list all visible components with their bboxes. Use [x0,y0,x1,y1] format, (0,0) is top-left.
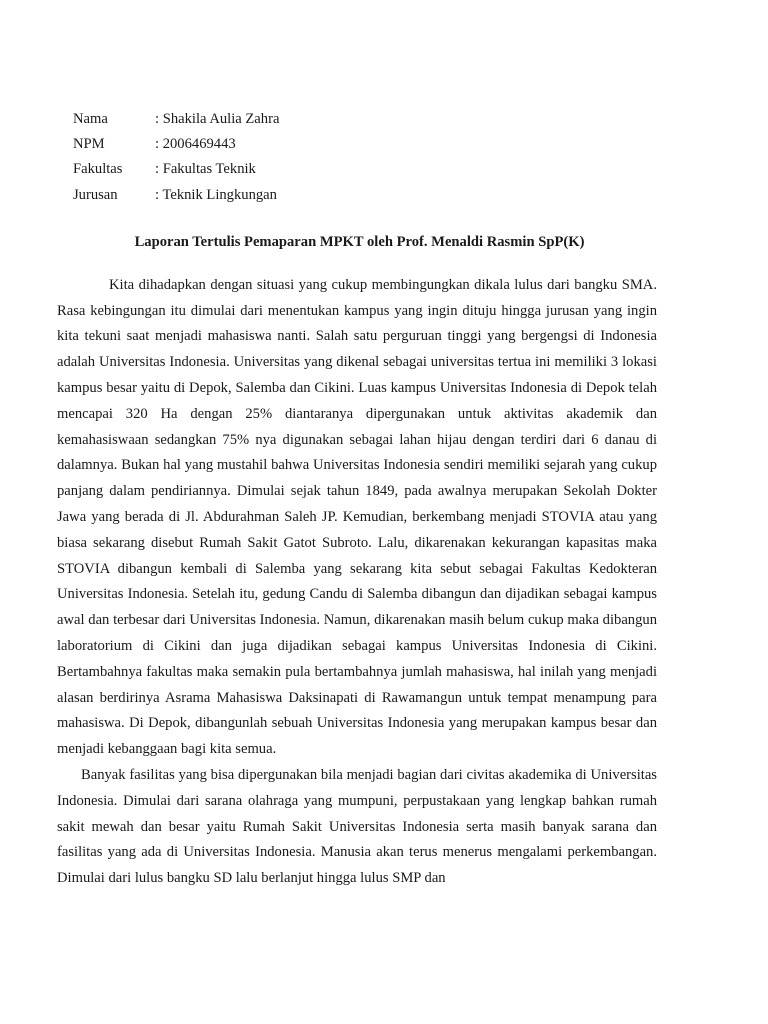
info-value: : 2006469443 [155,132,236,157]
info-row-nama [73,107,658,132]
info-value: : Shakila Aulia Zahra [155,107,279,132]
info-row-jurusan [73,183,658,208]
info-row-fakultas [73,157,658,182]
document-title: Laporan Tertulis Pemaparan MPKT oleh Prof. Menaldi Rasmin SpP(K) [134,233,585,250]
info-row-npm [73,132,658,157]
info-label: NPM [73,136,105,153]
info-value: : Teknik Lingkungan [155,183,277,208]
info-label: Nama [73,111,108,127]
paragraph: Banyak fasilitas yang bisa dipergunakan bila menjadi bagian dari civitas akademika di Universitas Indonesia. Dimulai dari sarana olahraga yang mumpuni, perpustakaan yang lengkap bahkan rumah sakit mewah dan besar yaitu Rumah Sakit Universitas Indonesia serta masih banyak sarana dan fasilitas yang ada di Universitas Indonesia. Manusia akan terus menerus mengalami perkembangan. Dimulai dari lulus bangku SD lalu berlanjut hingga lulus SMP dan [57,766,657,887]
info-label: Fakultas [73,161,123,178]
info-label: Jurusan [73,186,118,203]
student-info [73,107,658,208]
info-value: : Fakultas Teknik [155,157,256,182]
document-body [57,273,657,892]
paragraph: Kita dihadapkan dengan situasi yang cukup membingungkan dikala lulus dari bangku SMA. Rasa kebingungan itu dimulai dari menentukan kampus yang ingin dituju hingga jurusan yang ingin kita tekuni saat menjadi mahasiswa nanti. Salah satu perguruan tinggi yang bergengsi di Indonesia adalah Universitas Indonesia. Universitas yang dikenal sebagai universitas tertua ini memiliki 3 lokasi kampus besar yaitu di Depok, Salemba dan Cikini. Luas kampus Universitas Indonesia di Depok telah mencapai 320 Ha dengan 25% diantaranya dipergunakan untuk aktivitas akademik dan kemahasiswaan sedangkan 75% nya digunakan sebagai lahan hijau dengan terdiri dari 6 danau di dalamnya. Bukan hal yang mustahil bahwa Universitas Indonesia sendiri memiliki sejarah yang cukup panjang dalam pendiriannya. Dimulai sejak tahun 1849, pada awalnya merupakan Sekolah Dokter Jawa yang berada di Jl. Abdurahman Saleh JP. Kemudian, berkembang menjadi STOVIA atau yang biasa sekarang disebut Rumah Sakit Gatot Subroto. Lalu, dikarenakan kekurangan kapasitas maka STOVIA dibangun kembali di Salemba yang sekarang kita sebut sebagai Fakultas Kedokteran Universitas Indonesia. Setelah itu, gedung Candu di Salemba dibangun dan dijadikan sebagai kampus awal dan terbesar dari Universitas Indonesia. Namun, dikarenakan masih belum cukup maka dibangun laboratorium di Cikini dan juga dijadikan sebagai kampus Universitas Indonesia di Cikini. Bertambahnya fakultas maka semakin pula bertambahnya jumlah mahasiswa, hal inilah yang menjadi alasan berdirinya Asrama Mahasiswa Daksinapati di Rawamangun untuk tempat menampung para mahasiswa. Di Depok, dibangunlah sebuah Universitas Indonesia yang merupakan kampus besar dan menjadi kebanggaan bagi kita semua. [57,276,657,758]
